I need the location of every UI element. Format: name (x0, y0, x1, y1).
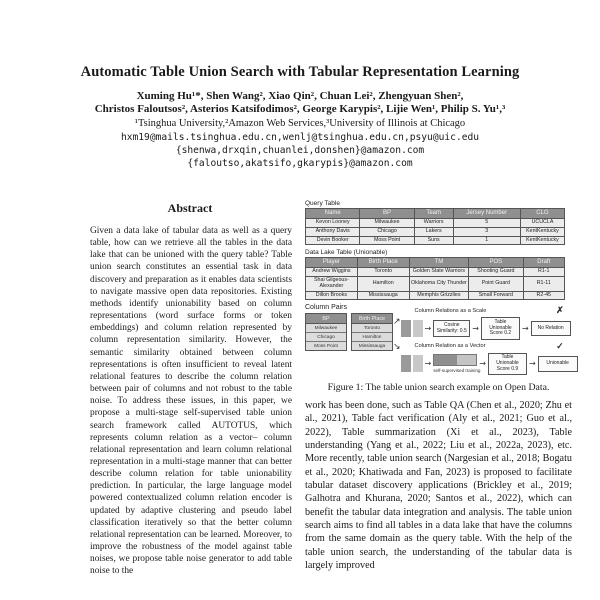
table-cell: Kevon Looney (306, 218, 360, 227)
table-row (306, 227, 565, 236)
relational-vector (433, 354, 481, 374)
mini-table-cell: Toronto (352, 324, 392, 333)
vector-bar (433, 354, 477, 366)
datalake-table-header-row (306, 258, 565, 268)
email-line-3: {faloutso,akatsifo,gkarypis}@amazon.com (187, 158, 413, 169)
table-cell: Small Forward (469, 291, 523, 300)
fork-arrows (393, 304, 401, 352)
relation-flows (401, 304, 578, 375)
cross-icon: ✗ (556, 305, 564, 316)
mini-table-cell: Milwaukee (306, 324, 346, 333)
query-table-header-row (306, 209, 565, 219)
column-pairs-label: Column Pairs (305, 304, 348, 312)
column-header: Draft (523, 258, 564, 268)
table-cell: R1-11 (523, 277, 564, 292)
fork-up-arrow-icon: ↗ (393, 316, 401, 327)
cosine-similarity-box: Cosine Similarity: 0.5 (433, 320, 470, 337)
column-pairs-diagram (305, 304, 572, 375)
paper-header (0, 64, 600, 170)
arrow-icon: → (528, 359, 536, 369)
arrow-icon: → (521, 324, 529, 334)
vector-segment-light (457, 355, 476, 365)
table-cell: Anthony Davis (306, 227, 360, 236)
scale-path-heading (415, 305, 578, 316)
arrow-icon: → (424, 359, 432, 369)
mini-table-cell: Chicago (306, 333, 346, 342)
abstract-heading: Abstract (167, 201, 213, 215)
no-relation-box: No Relation (531, 321, 571, 337)
vector-path-heading (415, 341, 578, 352)
table-cell: Hamilton (357, 277, 409, 292)
unionable-score-box-scale: Table Unionable Score 0.2 (481, 317, 520, 339)
arrow-icon: → (424, 324, 432, 334)
author-line-2: Christos Faloutsos², Asterios Katsifodimos², George Karypis², Lijie Wen¹, Philip S. Yu¹,³ (94, 103, 506, 115)
column-header: Player (306, 258, 358, 268)
embedding-rect-dark (401, 320, 411, 337)
arrow-icon: → (479, 359, 486, 369)
table-cell: R1-1 (523, 268, 564, 277)
intro-paragraph: work has been done, such as Table QA (Chen et al., 2020; Zhu et al., 2021), Table fact verification (Aly et al., 2021; Guo et al., 2022), Table summarization (Xi et al., 2023), Table understanding (Yang et al., 2022; Liu et al., 2022a, 2023), etc. More recently, table union search (Nargesian et al., 2018; Bogatu et al., 2020; Khatiwada and Fan, 2023) is proposed to facilitate tabular dataset discovery applications (Brickley et al., 2019; Galhotra and Khurana, 2020; Santos et al., 2022), which can benefit the tabular data integration and analysis. The table union search aims to find all tables in a data lake that have the columns from the same domain as the query table. With the help of the table union search, the understanding of the tabular data is largely improved (305, 399, 572, 572)
table-cell: Lakers (414, 227, 453, 236)
arrow-icon: → (472, 324, 479, 334)
table-cell: Golden State Warriors (409, 268, 469, 277)
column-pair-tables (305, 313, 393, 351)
table-cell: UCUCLA (520, 218, 564, 227)
mini-table-cell: Mississauga (352, 342, 392, 350)
table-cell: Moss Point (360, 236, 414, 245)
table-cell: Warriors (414, 218, 453, 227)
column-pair-embeddings (401, 320, 423, 337)
datalake-table-label: Data Lake Table (Unionable) (305, 249, 388, 257)
email-line-1: hxm19@mails.tsinghua.edu.cn,wenlj@tsinghua.edu.cn,psyu@uic.edu (120, 132, 480, 143)
column-header: Name (306, 209, 360, 219)
affiliations: ¹Tsinghua University,²Amazon Web Services,³University of Illinois at Chicago (134, 118, 466, 129)
vector-path-label: Column Relation as a Vector (414, 343, 486, 350)
column-header: BP (360, 209, 414, 219)
query-table-label: Query Table (305, 200, 340, 207)
embedding-rect-dark (401, 355, 411, 372)
table-row (306, 268, 565, 277)
table-row (306, 291, 565, 300)
column-pair-embeddings (401, 355, 423, 372)
table-cell: 1 (453, 236, 520, 245)
left-column (62, 201, 294, 578)
table-cell: Shooting Guard (469, 268, 523, 277)
table-row (306, 277, 565, 292)
fork-down-arrow-icon: ↘ (393, 341, 401, 352)
table-row (306, 236, 565, 245)
table-cell: Suns (414, 236, 453, 245)
figure-caption: Figure 1: The table union search example on Open Data. (327, 381, 550, 393)
table-cell: KentKentucky (520, 227, 564, 236)
column-header: Birth Place (357, 258, 409, 268)
table-row (306, 218, 565, 227)
email-line-2: {shenwa,drxqin,chuanlei,donshen}@amazon.com (175, 145, 425, 156)
scale-path-label: Column Relations as a Scale (414, 307, 487, 314)
table-cell: Point Guard (469, 277, 523, 292)
table-cell: Chicago (360, 227, 414, 236)
unionable-box: Unionable (538, 356, 578, 372)
embedding-rect-light (413, 320, 423, 337)
column-header: Team (414, 209, 453, 219)
vector-path (401, 353, 578, 375)
table-cell: 5 (453, 218, 520, 227)
email-block (0, 131, 600, 170)
right-column (305, 200, 572, 572)
mini-table-cell: Moss Point (306, 342, 346, 350)
paper-title: Automatic Table Union Search with Tabular Representation Learning (80, 64, 520, 80)
table-cell: Andrew Wiggins (306, 268, 358, 277)
self-supervised-training-label: self-supervised training (433, 368, 481, 374)
table-cell: Dillon Brooks (306, 291, 358, 300)
check-icon: ✓ (556, 340, 564, 351)
column-header: TM (409, 258, 469, 268)
table-cell: Toronto (357, 268, 409, 277)
figure-1 (305, 200, 572, 393)
column-header: POS (469, 258, 523, 268)
mini-table-cell: Hamilton (352, 333, 392, 342)
birthplace-column-mini-table (351, 313, 393, 351)
column-pairs-block (305, 304, 393, 351)
author-line-1: Xuming Hu¹*, Shen Wang², Xiao Qin², Chuan Lei², Zhengyuan Shen², (136, 90, 464, 102)
table-cell: Memphis Grizzlies (409, 291, 469, 300)
embedding-rect-light (413, 355, 423, 372)
table-cell: Shai Gilgeous-Alexander (306, 277, 358, 292)
abstract-text: Given a data lake of tabular data as well as a query table, how can we retrieve all the tables in the data lake that can be unioned with the query table? Table union search constitutes an essential task in data discovery and preparation as it enables data scientists to navigate massive open data repositories. Existing methods identify unionability based on column representations (word surface forms or token embeddings) and column relation represented by column representation similarity. However, the semantic similarity obtained between column representations is often insufficient to reveal latent relational features to describe the column relation between pair of columns and not robust to the table noise. To address these issues, in this paper, we propose a multi-stage self-supervised table union search framework called AUTOTUS, which represents column relation as a vector– column relational representation and learn column relational representation in a multi-stage manner that can better describe column relation for table unionability prediction. In particular, the large language model powered contextualized column relation encoder is updated by adaptive clustering and pseudo label classification iteratively so that the better column relational representation can be learned. Moreover, to improve the robustness of the model against table noises, we propose table noise generator to add table noise to the (90, 226, 292, 577)
birthplace-column-header: Birth Place (352, 314, 392, 324)
author-list (0, 90, 600, 116)
table-cell: Milwaukee (360, 218, 414, 227)
unionable-score-box-vector: Table Unionable Score 0.9 (488, 353, 527, 375)
datalake-table (305, 257, 565, 300)
column-header: Jersey Number (453, 209, 520, 219)
table-cell: 3 (453, 227, 520, 236)
table-cell: KentKentucky (520, 236, 564, 245)
query-table (305, 208, 565, 245)
table-cell: R2-45 (523, 291, 564, 300)
table-cell: Devin Booker (306, 236, 360, 245)
column-header: CLG (520, 209, 564, 219)
table-cell: Mississauga (357, 291, 409, 300)
bp-column-header: BP (306, 314, 346, 324)
vector-segment-dark (434, 355, 457, 365)
scale-path (401, 317, 578, 339)
table-cell: Oklahoma City Thunder (409, 277, 469, 292)
bp-column-mini-table (305, 313, 347, 351)
